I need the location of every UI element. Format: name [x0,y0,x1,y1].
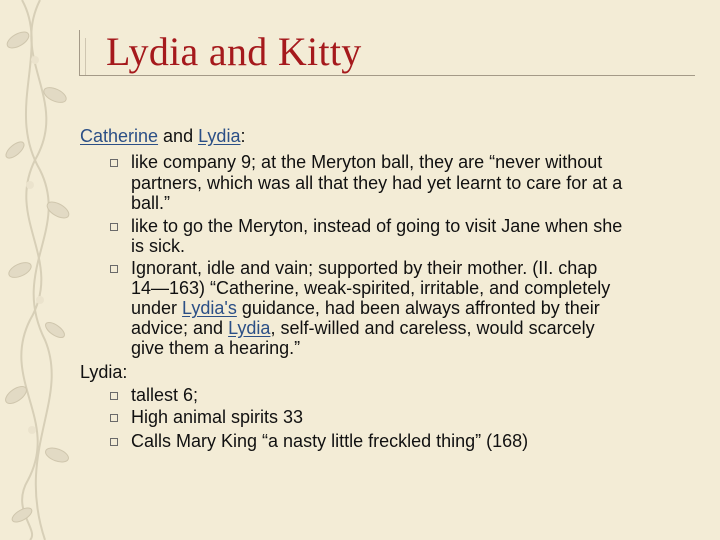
bullet-text: like to go the Meryton, instead of going to visit Jane when she [131,216,623,236]
hollow-square-bullet-icon [110,438,118,446]
section-heading-catherine-lydia: Catherine and Lydia: [80,126,246,146]
link-lydia[interactable]: Lydia [198,126,241,146]
slide-title: Lydia and Kitty [106,29,362,74]
bullet-text-continued: ball.” [131,193,171,213]
bullet-text: tallest 6; [131,385,199,405]
bullet-text-continued: give them a hearing.” [131,338,301,358]
bullet-text: like company 9; at the Meryton ball, they are “never without [131,152,603,172]
bullet-text-continued: 14—163) “Catherine, weak-spirited, irritable, and completely [131,278,611,298]
hollow-square-bullet-icon [110,159,118,167]
hollow-square-bullet-icon [110,223,118,231]
link-lydias[interactable]: Lydia's [182,298,237,318]
link-catherine[interactable]: Catherine [80,126,159,146]
hollow-square-bullet-icon [110,414,118,422]
link-lydia-2[interactable]: Lydia [228,318,271,338]
bullet-text-continued: partners, which was all that they had yet learnt to care for at a [131,173,623,193]
section-heading-lydia: Lydia: [80,362,128,382]
bullet-text-continued: under Lydia's guidance, had been always affronted by their [131,298,600,318]
bullet-text-continued: is sick. [131,236,185,256]
hollow-square-bullet-icon [110,265,118,273]
bullet-text-continued: advice; and Lydia, self-willed and careless, would scarcely [131,318,595,338]
bullet-text: Ignorant, idle and vain; supported by their mother. (II. chap [131,258,598,278]
bullet-text: High animal spirits 33 [131,407,304,427]
hollow-square-bullet-icon [110,392,118,400]
bullet-text: Calls Mary King “a nasty little freckled thing” (168) [131,431,529,451]
